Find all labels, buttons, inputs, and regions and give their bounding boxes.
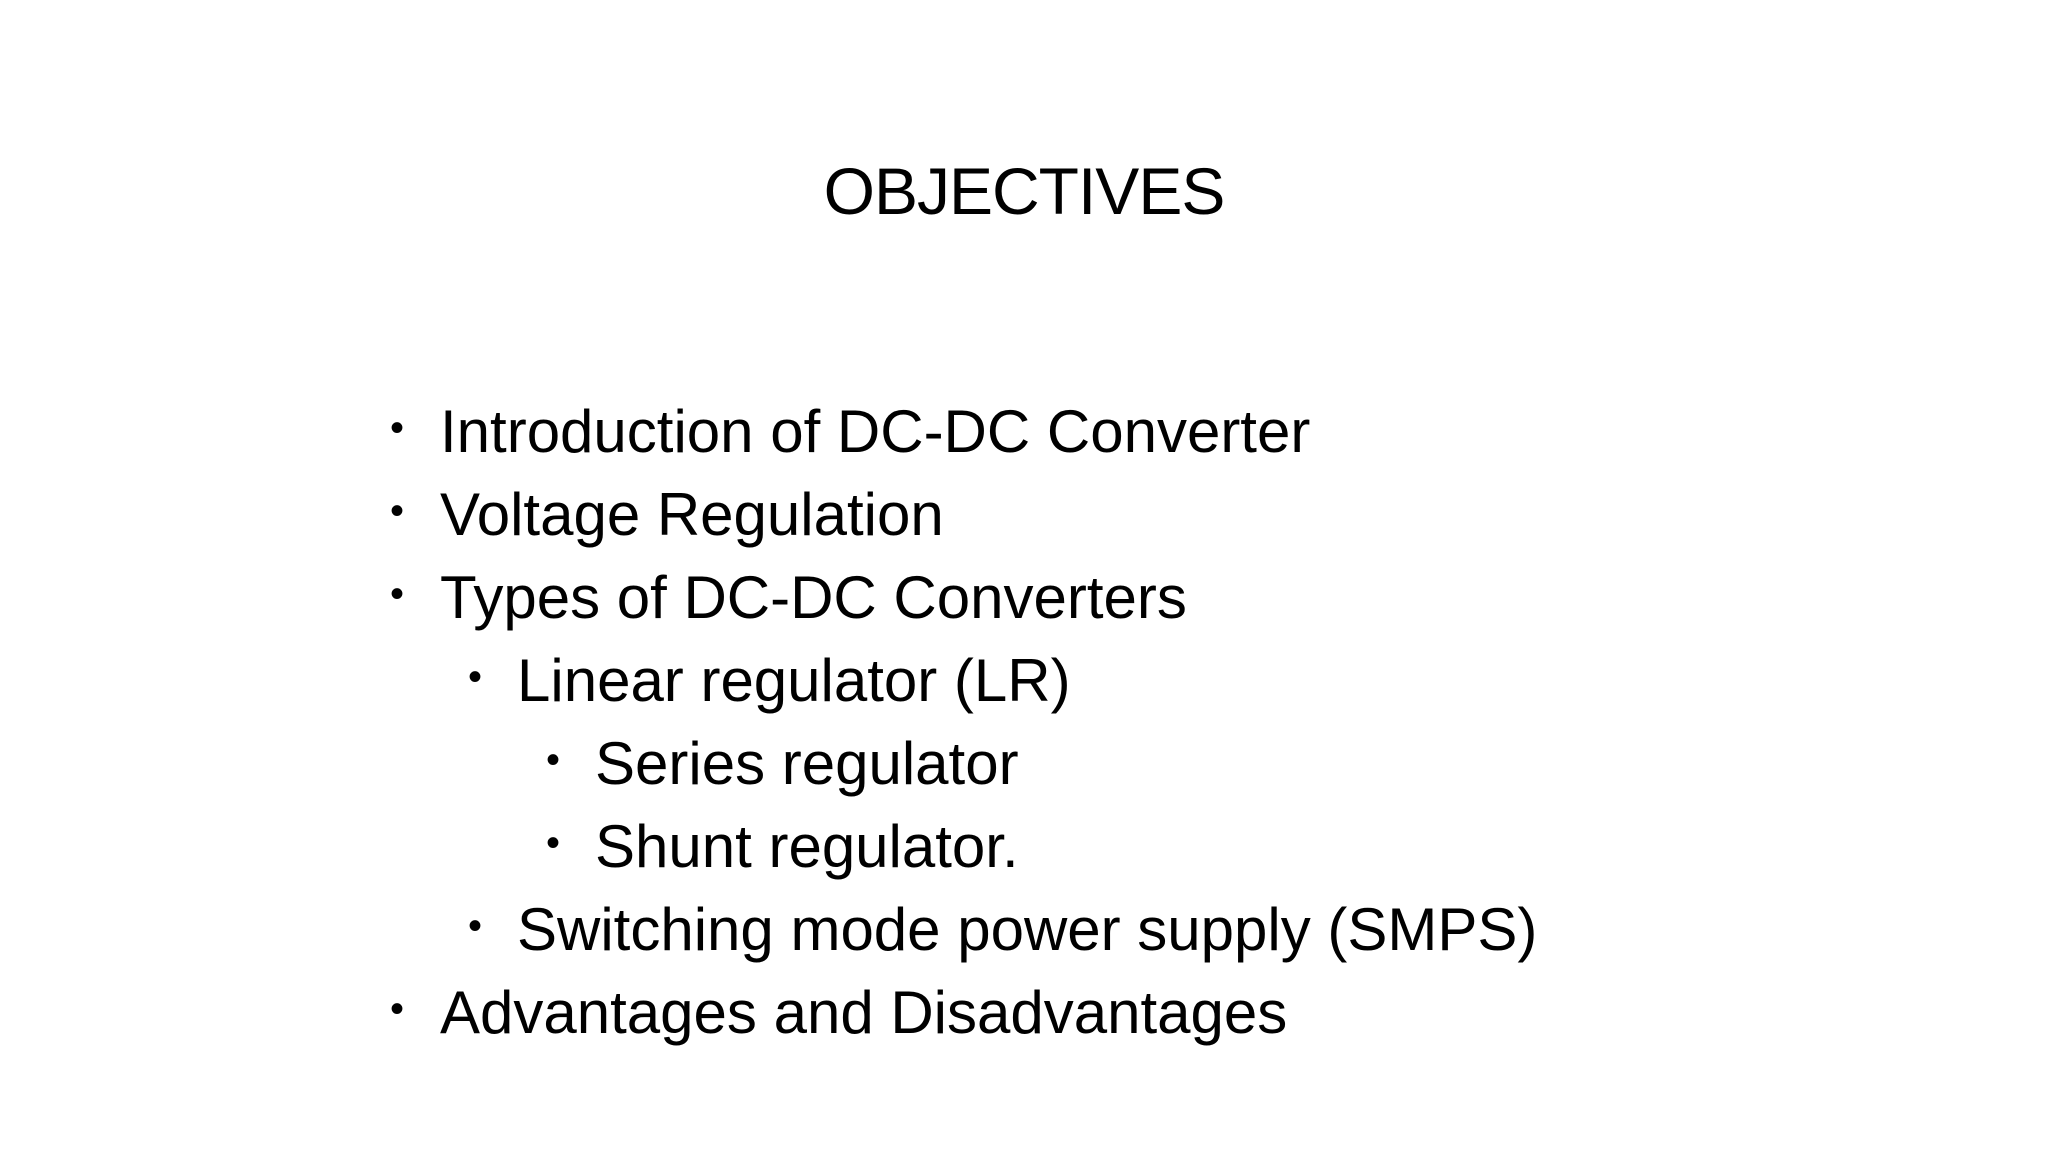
bullet-item (390, 473, 1890, 556)
bullet-dot-icon: • (390, 406, 405, 450)
bullet-dot-icon: • (546, 821, 561, 865)
bullet-item (390, 556, 1890, 639)
bullet-text: Types of DC-DC Converters (440, 564, 1187, 631)
bullet-item (390, 390, 1890, 473)
sub-bullet-item (390, 639, 1890, 722)
bullet-text: Advantages and Disadvantages (440, 979, 1288, 1046)
sub-bullet-item (390, 888, 1890, 971)
sub-sub-bullet-item (390, 805, 1890, 888)
bullet-text: Linear regulator (LR) (517, 647, 1071, 714)
bullet-dot-icon: • (468, 904, 483, 948)
bullet-list (390, 390, 1890, 1054)
bullet-dot-icon: • (468, 655, 483, 699)
bullet-dot-icon: • (390, 987, 405, 1031)
bullet-text: Series regulator (595, 730, 1019, 797)
bullet-dot-icon: • (546, 738, 561, 782)
bullet-text: Introduction of DC-DC Converter (440, 398, 1311, 465)
bullet-text: Switching mode power supply (SMPS) (517, 896, 1538, 963)
bullet-item (390, 971, 1890, 1054)
slide-title: OBJECTIVES (823, 154, 1225, 228)
sub-sub-bullet-item (390, 722, 1890, 805)
bullet-dot-icon: • (390, 572, 405, 616)
bullet-dot-icon: • (390, 489, 405, 533)
bullet-text: Voltage Regulation (440, 481, 944, 548)
bullet-text: Shunt regulator. (595, 813, 1019, 880)
